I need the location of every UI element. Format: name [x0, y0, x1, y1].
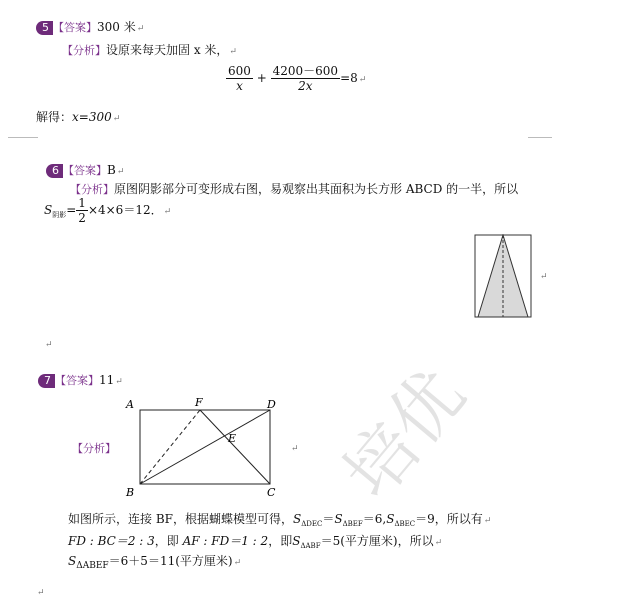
q6-analysis-line [70, 180, 518, 197]
return-mark-icon: ↵ [229, 47, 237, 57]
q7-label-d: D [267, 398, 276, 411]
q6-number-badge: 6 [46, 164, 63, 178]
q7-answer: 11 [99, 373, 115, 387]
q5-equation: $\frac{600}{x}$ + $\frac{4200-600}{2x}$ =8↵ [228, 64, 367, 93]
watermark: 培优 [327, 354, 481, 515]
divider-right [528, 137, 552, 138]
q5-solve-line [36, 108, 120, 125]
q7-answer-line [38, 372, 123, 388]
q7-line-bf [140, 410, 200, 484]
q7-line-bd [140, 410, 270, 484]
return-mark-icon: ↵ [358, 75, 367, 85]
return-mark-icon: ↵ [483, 516, 492, 526]
q7-label-c: C [267, 486, 276, 499]
q5-analysis-tag: 【分析】 [62, 44, 106, 57]
q5-solve-value: x=300 [72, 110, 112, 124]
q7-answer-tag: 【答案】 [55, 374, 99, 387]
q7-label-a: A [126, 398, 134, 411]
q6-analysis-tag: 【分析】 [70, 183, 114, 196]
return-mark-icon: ↵ [45, 340, 53, 350]
q7-label-b: B [126, 486, 135, 499]
q7-label-f: F [195, 396, 203, 409]
q5-fraction-2: $\frac{4200-600}{2x}$ [272, 64, 339, 93]
return-mark-icon: ↵ [115, 377, 123, 387]
q6-answer-tag: 【答案】 [63, 164, 107, 177]
q7-figure [120, 396, 290, 500]
q5-solve-label: 解得： [36, 110, 73, 124]
return-mark-icon: ↵ [112, 114, 121, 124]
return-mark-icon: ↵ [163, 207, 172, 217]
q5-eq-rhs: =8 [340, 71, 358, 85]
q6-formula: $S_{阴影}=$ $\frac{1}{2}$ ×4×6＝12．↵ [44, 196, 172, 225]
q6-fraction: $\frac{1}{2}$ [78, 196, 86, 225]
return-mark-icon: ↵ [116, 167, 125, 177]
return-mark-icon: ↵ [37, 588, 45, 598]
return-mark-icon: ↵ [233, 558, 242, 568]
q6-answer: B [107, 163, 116, 177]
q6-analysis-text: 原图阴影部分可变形成右图，易观察出其面积为长方形 ABCD 的一半，所以 [114, 182, 519, 196]
q7-number-badge: 7 [38, 374, 55, 388]
q5-answer: 300 米 [97, 20, 136, 34]
q5-analysis-text: 设原来每天加固 x 米， [106, 43, 229, 57]
return-mark-icon: ↵ [434, 538, 443, 548]
q7-line-2: FD : BC＝2 : 3，即 AF : FD＝1 : 2，即$S_{\Delta ABF}=5$(平方厘米)，所以↵ [68, 534, 443, 550]
q7-line-fc [200, 410, 270, 484]
return-mark-icon: ↵ [540, 272, 548, 282]
q5-answer-tag: 【答案】 [53, 21, 97, 34]
q5-analysis-line [62, 41, 237, 58]
q6-answer-line [46, 162, 124, 178]
q5-number-badge: 5 [36, 21, 53, 35]
q7-line-1: 如图所示，连接 BF，根据蝴蝶模型可得，$S_{\Delta DEC}=S_{\Delta BEF}=6,S_{\Delta BEC}=9$，所以有↵ [68, 512, 492, 528]
divider-left [8, 137, 38, 138]
q6-figure [474, 234, 534, 320]
q7-line-3: $S_{\Delta ABEF}=6+5=11$(平方厘米)↵ [68, 554, 242, 571]
q7-label-e: E [228, 432, 237, 445]
return-mark-icon: ↵ [291, 444, 299, 454]
return-mark-icon: ↵ [136, 24, 145, 34]
q5-fraction-1: $\frac{600}{x}$ [228, 64, 251, 93]
q5-answer-line [36, 18, 144, 35]
q7-analysis-tag: 【分析】 [72, 442, 116, 455]
